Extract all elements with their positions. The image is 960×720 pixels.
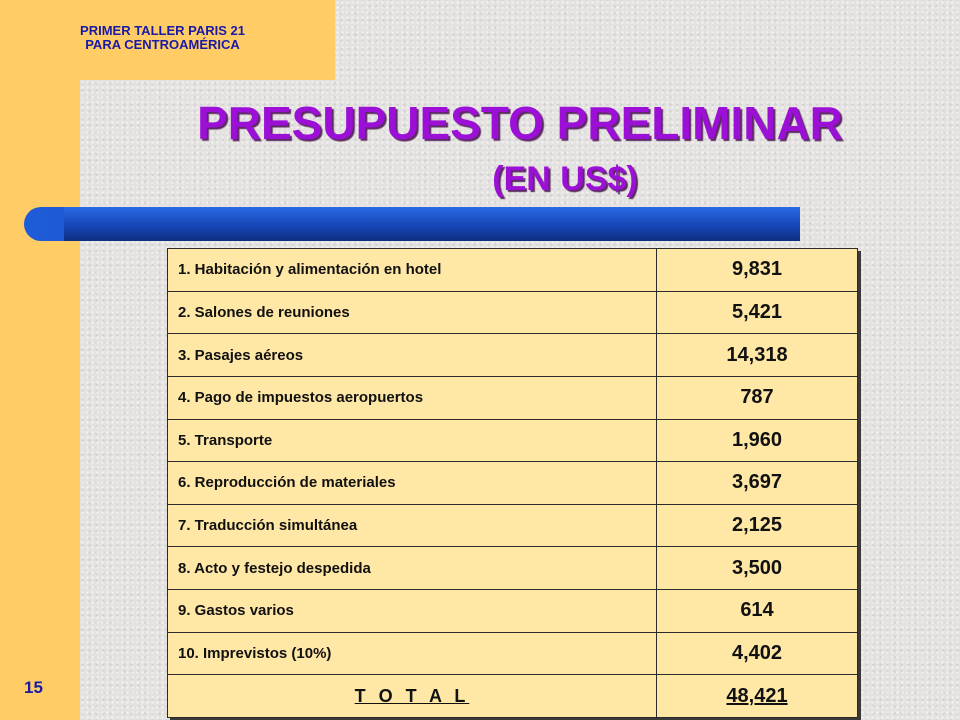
budget-item-label: 1. Habitación y alimentación en hotel — [168, 249, 657, 292]
budget-item-label: 7. Traducción simultánea — [168, 504, 657, 547]
slide-number: 15 — [24, 678, 43, 697]
budget-item-amount: 3,697 — [657, 462, 858, 505]
budget-table-body — [168, 249, 858, 718]
total-amount: 48,421 — [657, 675, 858, 718]
table-row — [168, 419, 858, 462]
budget-item-label: 8. Acto y festejo despedida — [168, 547, 657, 590]
budget-item-amount: 14,318 — [657, 334, 858, 377]
budget-item-amount: 1,960 — [657, 419, 858, 462]
total-label: T O T A L — [168, 675, 657, 718]
table-row — [168, 632, 858, 675]
budget-item-amount: 3,500 — [657, 547, 858, 590]
budget-item-amount: 2,125 — [657, 504, 858, 547]
organization-title-line-1: PRIMER TALLER PARIS 21 — [80, 23, 245, 38]
table-row — [168, 334, 858, 377]
budget-item-label: 4. Pago de impuestos aeropuertos — [168, 376, 657, 419]
budget-item-label: 9. Gastos varios — [168, 590, 657, 633]
table-row — [168, 249, 858, 292]
table-row — [168, 590, 858, 633]
budget-item-amount: 4,402 — [657, 632, 858, 675]
page-subtitle: (EN US$) — [492, 160, 638, 198]
table-row — [168, 291, 858, 334]
budget-item-label: 2. Salones de reuniones — [168, 291, 657, 334]
budget-item-label: 10. Imprevistos (10%) — [168, 632, 657, 675]
sidebar-decoration — [0, 0, 80, 720]
budget-item-label: 5. Transporte — [168, 419, 657, 462]
budget-item-amount: 614 — [657, 590, 858, 633]
budget-item-amount: 787 — [657, 376, 858, 419]
title-rule — [64, 207, 800, 241]
table-row — [168, 504, 858, 547]
table-row — [168, 547, 858, 590]
organization-title-line-2: PARA CENTROAMÉRICA — [85, 37, 240, 52]
page-title: PRESUPUESTO PRELIMINAR — [197, 97, 843, 149]
budget-item-label: 3. Pasajes aéreos — [168, 334, 657, 377]
budget-table — [167, 248, 858, 718]
organization-title — [40, 24, 285, 52]
budget-item-amount: 9,831 — [657, 249, 858, 292]
budget-item-label: 6. Reproducción de materiales — [168, 462, 657, 505]
table-row — [168, 376, 858, 419]
table-row — [168, 462, 858, 505]
total-row — [168, 675, 858, 718]
budget-item-amount: 5,421 — [657, 291, 858, 334]
